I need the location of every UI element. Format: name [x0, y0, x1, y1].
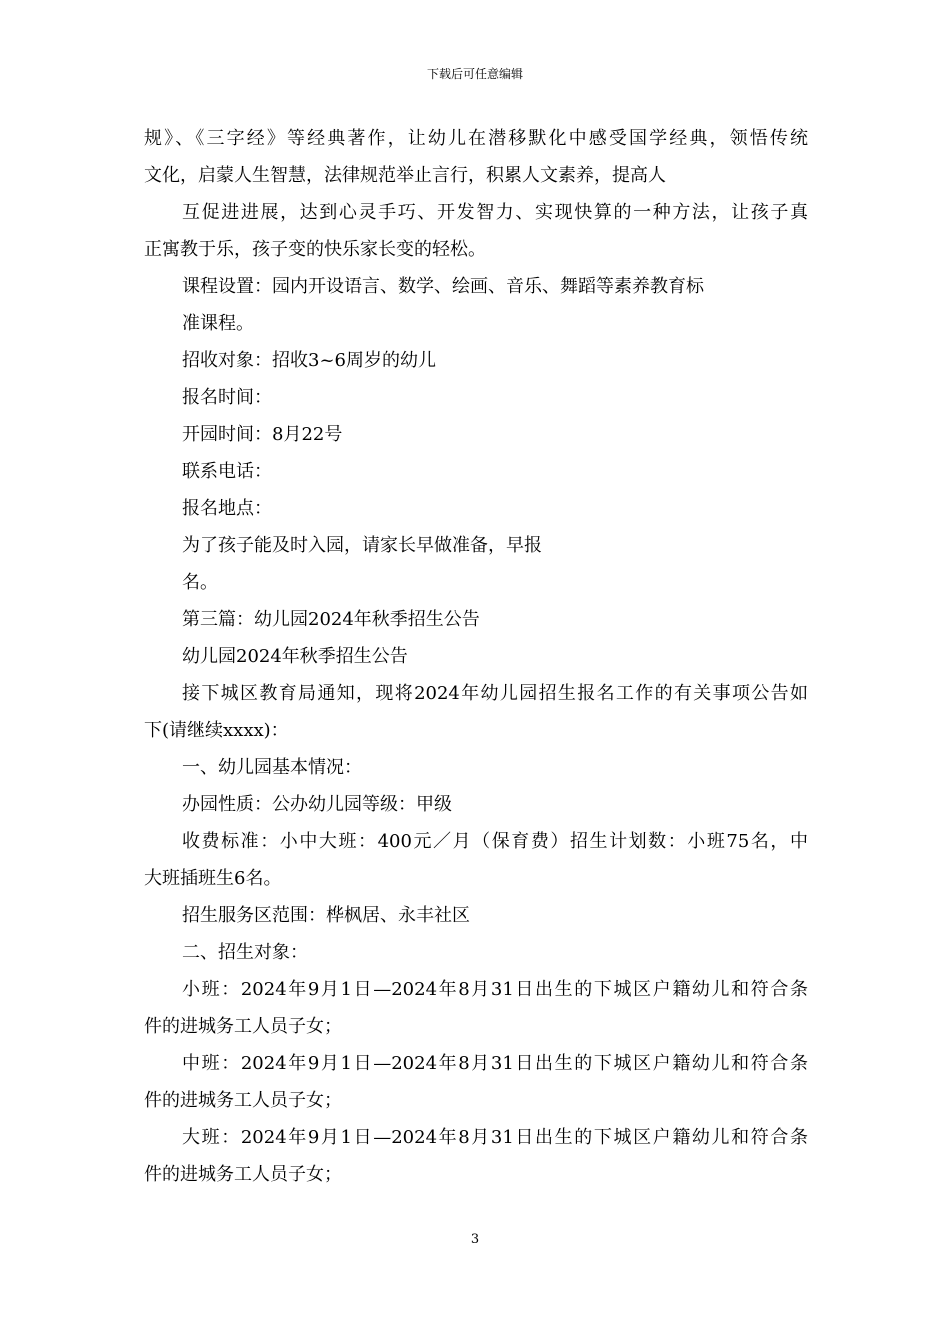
text-line: 件的进城务工人员子女；: [144, 1164, 342, 1185]
page-number: 3: [470, 1232, 480, 1247]
text-line: 小班：2024年9月1日—2024年8月31日出生的下城区户籍幼儿和符合条: [182, 979, 808, 1000]
text-line: 报名地点：: [182, 498, 272, 519]
text-line: 联系电话：: [182, 461, 272, 482]
text-line: 接下城区教育局通知，现将2024年幼儿园招生报名工作的有关事项公告如: [182, 683, 808, 704]
text-line: 收费标准：小中大班：400元／月（保育费）招生计划数：小班75名，中: [182, 831, 808, 852]
text-line: 招生服务区范围：桦枫居、永丰社区: [182, 905, 470, 926]
text-line: 第三篇：幼儿园2024年秋季招生公告: [182, 609, 480, 630]
text-line: 规》、《三字经》等经典著作，让幼儿在潜移默化中感受国学经典，领悟传统: [144, 128, 808, 149]
text-line: 幼儿园2024年秋季招生公告: [182, 646, 408, 667]
text-line: 大班插班生6名。: [144, 868, 282, 889]
text-line: 准课程。: [182, 313, 254, 334]
text-line: 一、幼儿园基本情况：: [182, 757, 362, 778]
text-line: 中班：2024年9月1日—2024年8月31日出生的下城区户籍幼儿和符合条: [182, 1053, 808, 1074]
text-line: 正寓教于乐，孩子变的快乐家长变的轻松。: [144, 239, 486, 260]
text-line: 件的进城务工人员子女；: [144, 1090, 342, 1111]
text-line: 开园时间：8月22号: [182, 424, 343, 445]
text-line: 课程设置：园内开设语言、数学、绘画、音乐、舞蹈等素养教育标: [182, 276, 704, 297]
text-line: 招收对象：招收3~6周岁的幼儿: [182, 350, 436, 371]
text-line: 名。: [182, 572, 218, 593]
text-line: 下(请继续xxxx)：: [144, 720, 289, 741]
text-line: 大班：2024年9月1日—2024年8月31日出生的下城区户籍幼儿和符合条: [182, 1127, 808, 1148]
document-body: [144, 120, 808, 1193]
text-line: 件的进城务工人员子女；: [144, 1016, 342, 1037]
text-line: 办园性质：公办幼儿园等级：甲级: [182, 794, 452, 815]
text-line: 文化，启蒙人生智慧，法律规范举止言行，积累人文素养，提高人: [144, 165, 666, 186]
text-line: 互促进进展，达到心灵手巧、开发智力、实现快算的一种方法，让孩子真: [182, 202, 808, 223]
text-line: 报名时间：: [182, 387, 272, 408]
page-header: 下载后可任意编辑: [426, 67, 523, 81]
text-line: 为了孩子能及时入园，请家长早做准备，早报: [182, 535, 542, 556]
text-line: 二、招生对象：: [182, 942, 308, 963]
